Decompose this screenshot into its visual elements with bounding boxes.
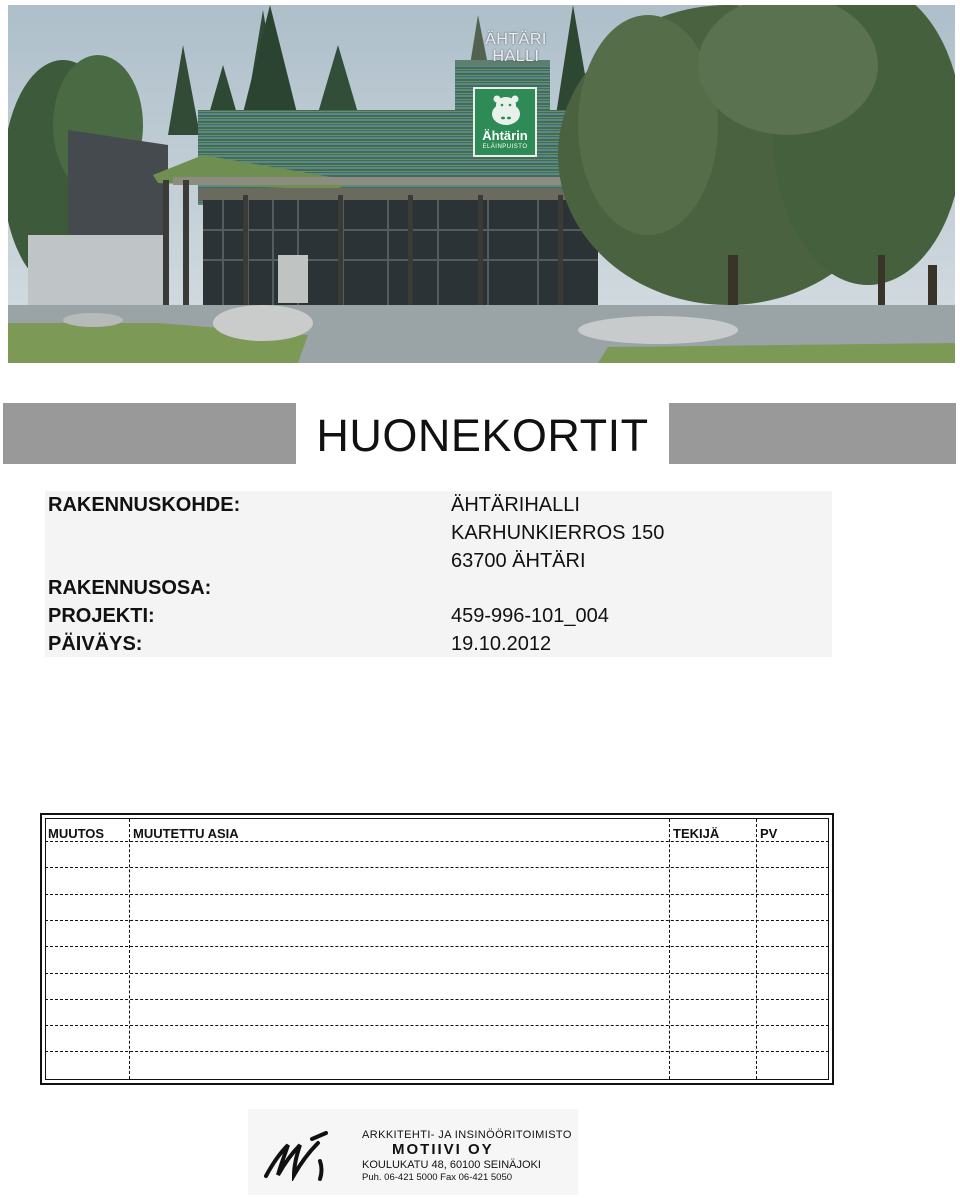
column-divider — [129, 819, 130, 1079]
brand-name: Ähtärin — [482, 128, 528, 143]
title-bar — [3, 403, 956, 464]
brand-subtitle: ELÄINPUISTO — [482, 144, 528, 150]
zoo-brand-sign — [473, 87, 537, 157]
table-row-separator — [45, 1051, 829, 1052]
building-label: RAKENNUSKOHDE: — [48, 494, 241, 516]
firm-phone: Puh. 06-421 5000 Fax 06-421 5050 — [362, 1172, 513, 1183]
address-street: KARHUNKIERROS 150 — [451, 522, 665, 544]
table-row-separator — [45, 946, 829, 947]
rooftop-sign — [476, 31, 556, 65]
table-row-separator — [45, 920, 829, 921]
table-row-separator — [45, 999, 829, 1000]
table-row-separator — [45, 894, 829, 895]
revision-table — [40, 813, 834, 1085]
building-name: ÄHTÄRIHALLI — [451, 494, 580, 516]
project-label: PROJEKTI: — [48, 605, 155, 627]
building-rendering — [8, 5, 955, 363]
column-divider — [669, 819, 670, 1079]
header-changed-item: MUUTETTU ASIA — [133, 826, 239, 841]
section-label: RAKENNUSOSA: — [48, 577, 212, 599]
table-row-separator — [45, 1025, 829, 1026]
project-value: 459-996-101_004 — [451, 605, 609, 627]
firm-address: KOULUKATU 48, 60100 SEINÄJOKI — [362, 1159, 541, 1171]
header-author: TEKIJÄ — [673, 826, 720, 841]
table-row-separator — [45, 973, 829, 974]
firm-name: MOTIIVI OY — [392, 1141, 494, 1158]
address-city: 63700 ÄHTÄRI — [451, 550, 586, 572]
rooftop-sign-line2: HALLI — [492, 48, 540, 65]
firm-type: ARKKITEHTI- JA INSINÖÖRITOIMISTO — [362, 1129, 572, 1141]
hippo-icon — [488, 94, 524, 128]
table-row-separator — [45, 841, 829, 842]
project-info — [45, 491, 832, 657]
motiivi-signature-logo — [264, 1131, 338, 1181]
revision-table-inner-border — [45, 818, 829, 1080]
column-divider — [756, 819, 757, 1079]
header-date: PV — [760, 826, 778, 841]
document-title: HUONEKORTIT — [316, 410, 649, 461]
date-value: 19.10.2012 — [451, 633, 552, 655]
table-row-separator — [45, 867, 829, 868]
header-change: MUUTOS — [48, 826, 105, 841]
rooftop-sign-line1: ÄHTÄRI — [485, 31, 547, 48]
date-label: PÄIVÄYS: — [48, 633, 143, 655]
firm-logo-block — [248, 1109, 578, 1195]
